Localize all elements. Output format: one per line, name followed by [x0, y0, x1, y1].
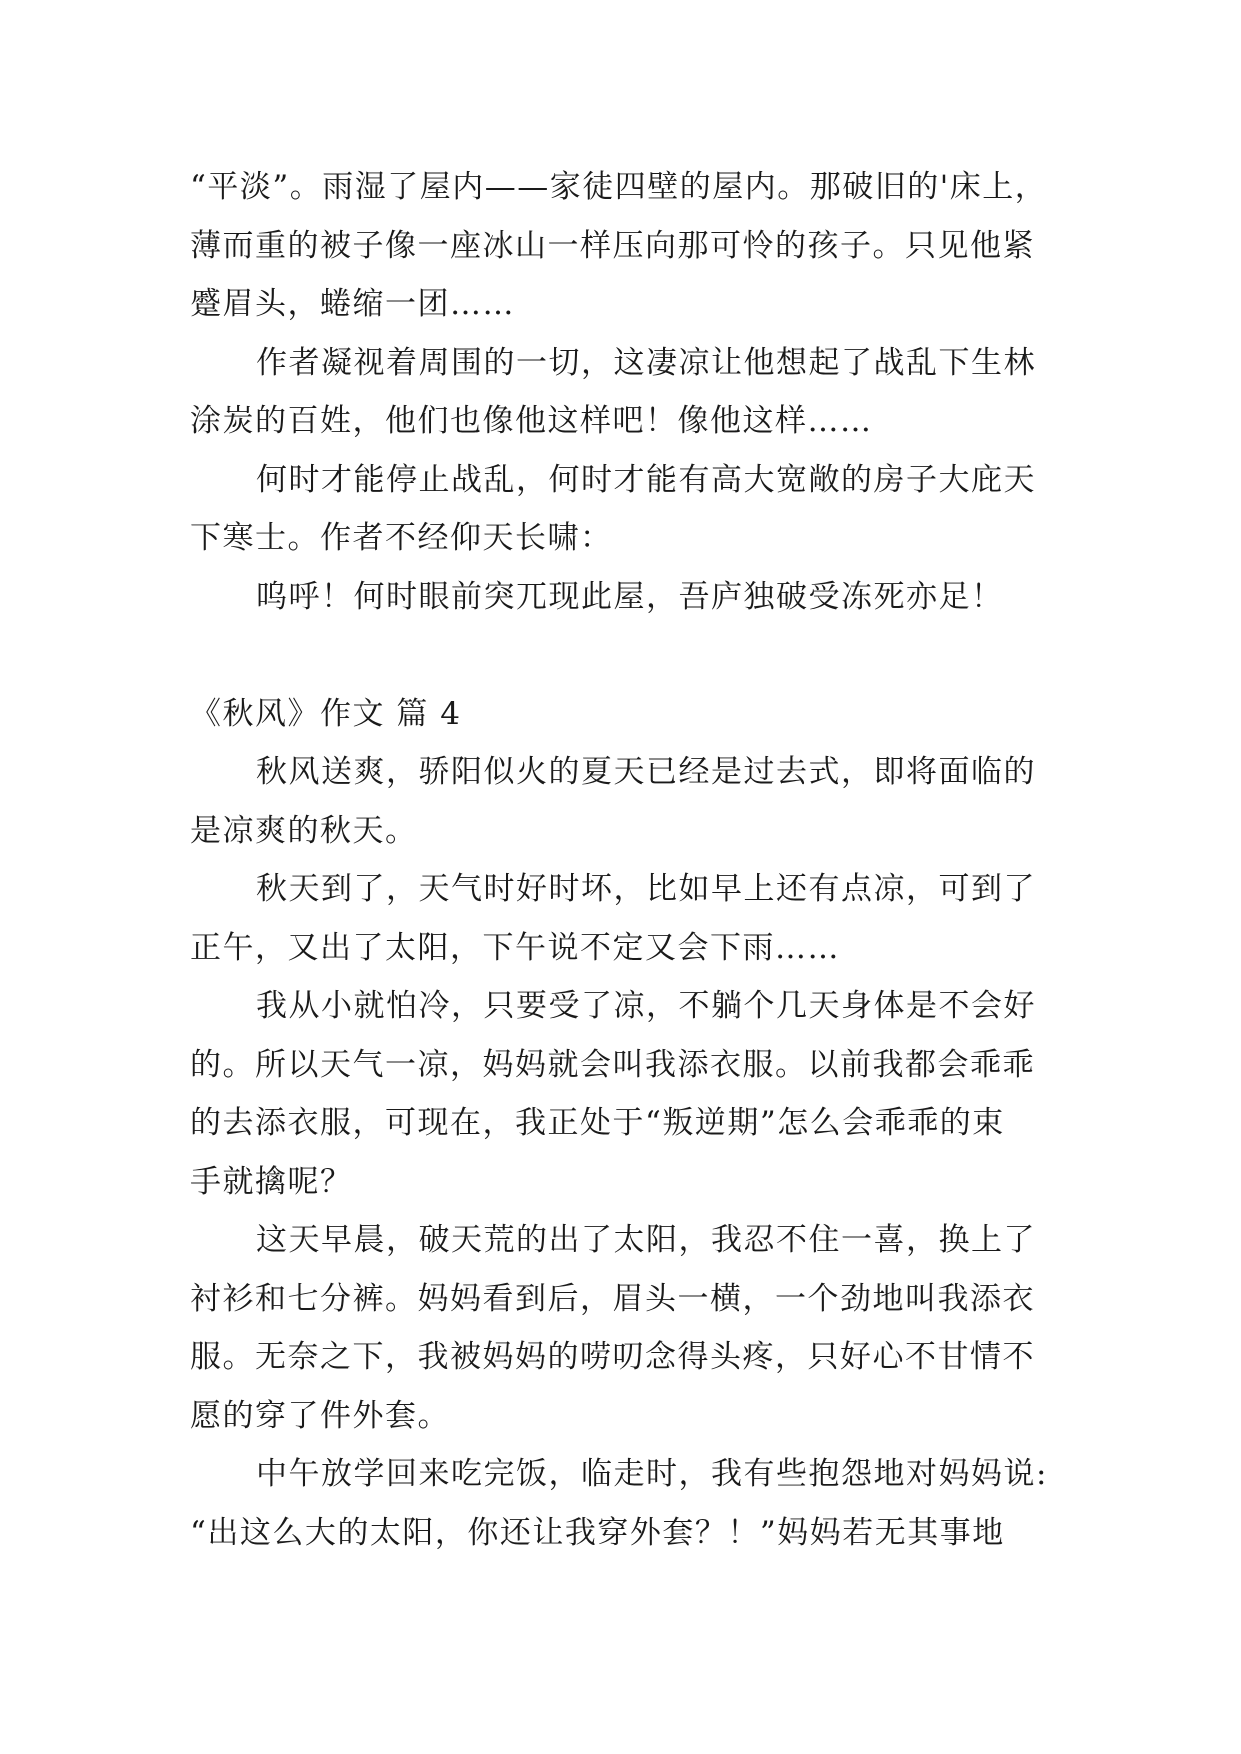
- text-line: 蹙眉头，蜷缩一团……: [190, 286, 515, 322]
- paragraph: [190, 568, 1052, 627]
- paragraph: [190, 1211, 1052, 1445]
- text-line: 涂炭的百姓，他们也像他这样吧！像他这样……: [190, 403, 873, 439]
- text-line: 作者凝视着周围的一切，这凄凉让他想起了战乱下生林: [256, 344, 1036, 381]
- text-line: 秋风送爽，骄阳似火的夏天已经是过去式，即将面临的: [256, 754, 1036, 790]
- text-line: 呜呼！何时眼前突兀现此屋，吾庐独破受冻死亦足！: [256, 578, 1004, 615]
- text-line: 服。无奈之下，我被妈妈的唠叨念得头疼，只好心不甘情不: [190, 1339, 1035, 1375]
- text-line: 愿的穿了件外套。: [190, 1397, 450, 1434]
- text-line: 中午放学回来吃完饭，临走时，我有些抱怨地对妈妈说:: [256, 1456, 1048, 1492]
- text-line: 何时才能停止战乱，何时才能有高大宽敞的房子大庇天: [256, 461, 1036, 498]
- section-gap: [190, 626, 1052, 685]
- section-heading: 《秋风》作文 篇 4: [190, 695, 462, 732]
- text-line: 的去添衣服，可现在，我正处于“叛逆期”怎么会乖乖的束: [190, 1105, 1005, 1141]
- text-line: 衬衫和七分裤。妈妈看到后，眉头一横，一个劲地叫我添衣: [190, 1280, 1035, 1317]
- paragraph: [190, 1445, 1052, 1562]
- text-line: 我从小就怕冷，只要受了凉，不躺个几天身体是不会好: [256, 988, 1036, 1024]
- text-line: “出这么大的太阳，你还让我穿外套？！”妈妈若无其事地: [190, 1514, 1005, 1551]
- text-line: 秋天到了，天气时好时坏，比如早上还有点凉，可到了: [256, 871, 1036, 907]
- paragraph: [190, 158, 1052, 334]
- paragraph: [190, 977, 1052, 1211]
- text-line: 手就擒呢？: [190, 1163, 353, 1200]
- paragraph: [190, 860, 1052, 977]
- text-line: 这天早晨，破天荒的出了太阳，我忍不住一喜，换上了: [256, 1222, 1036, 1258]
- text-line: 是凉爽的秋天。: [190, 812, 418, 849]
- paragraph: [190, 743, 1052, 860]
- document-body: [190, 158, 1052, 1562]
- text-line: 下寒士。作者不经仰天长啸：: [190, 520, 613, 556]
- paragraph: [190, 451, 1052, 568]
- paragraph: [190, 334, 1052, 451]
- text-line: 正午，又出了太阳，下午说不定又会下雨……: [190, 929, 840, 966]
- text-line: “平淡”。雨湿了屋内——家徒四壁的屋内。那破旧的'床上，: [190, 169, 1048, 205]
- text-line: 薄而重的被子像一座冰山一样压向那可怜的孩子。只见他紧: [190, 227, 1035, 264]
- text-line: 的。所以天气一凉，妈妈就会叫我添衣服。以前我都会乖乖: [190, 1046, 1035, 1083]
